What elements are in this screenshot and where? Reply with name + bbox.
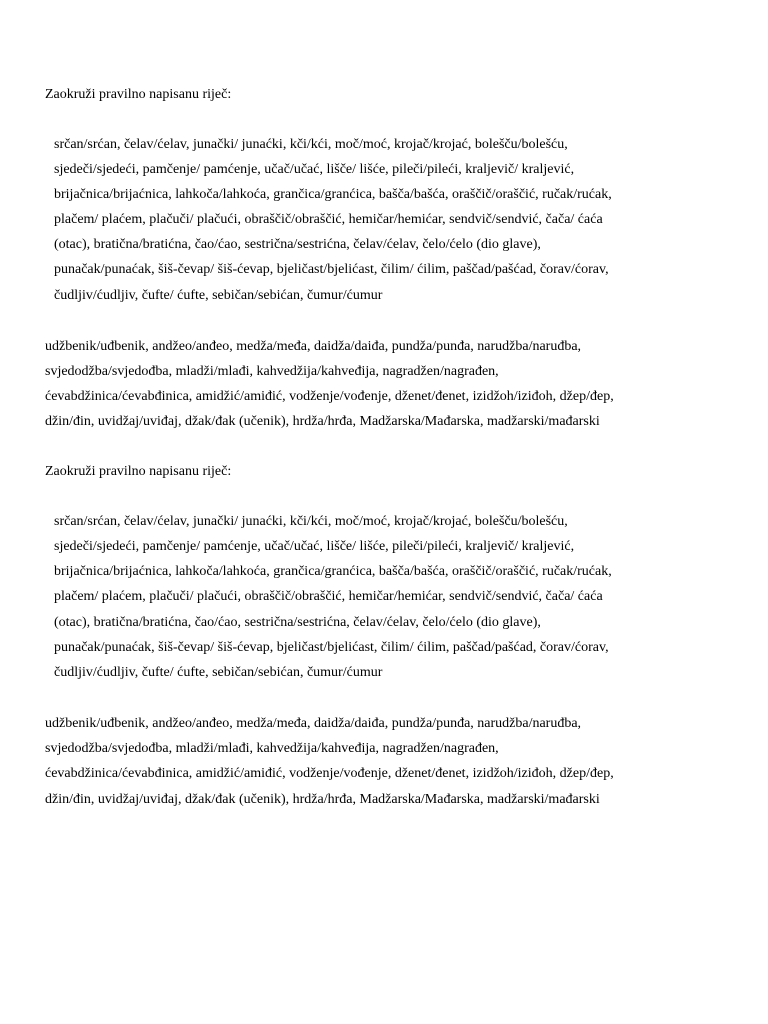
section-1-list-line-7: čudljiv/ćudljiv, čufte/ ćufte, sebičan/sebićan, čumur/ćumur — [54, 288, 383, 303]
section-2-list-line-6: punačak/punaćak, šiš-čevap/ šiš-ćevap, bjeličast/bjelićast, čilim/ ćilim, paščad/pašćad, čorav/ćorav, — [54, 640, 609, 655]
section-1-heading: Zaokruži pravilno napisanu riječ: — [45, 87, 232, 102]
section-1-para-line-1: udžbenik/uđbenik, andžeo/anđeo, medža/međa, daidža/daiđa, pundža/punđa, narudžba/naruđba, — [45, 339, 582, 354]
section-1-list-line-2: sjedeči/sjedeći, pamčenje/ pamćenje, učač/učać, lišče/ lišće, pileči/pileći, kraljevič/ kraljević, — [54, 162, 575, 177]
section-2-para-line-3: ćevabdžinica/ćevabđinica, amidžić/amiđić, vodženje/vođenje, dženet/đenet, izidžoh/iziđoh, džep/đep, — [45, 766, 614, 781]
section-1-list-line-3: brijačnica/brijaćnica, lahkoča/lahkoća, grančica/granćica, bašča/bašća, oraščič/oraščić, ručak/rućak, — [54, 187, 612, 202]
section-1-para-line-2: svjedodžba/svjedođba, mladži/mlađi, kahvedžija/kahveđija, nagradžen/nagrađen, — [45, 364, 499, 379]
section-1-list-line-4: plačem/ plaćem, plačuči/ plačući, obraščič/obraščić, hemičar/hemićar, sendvič/sendvić, čača/ ćaća — [54, 212, 603, 227]
section-2-para-line-2: svjedodžba/svjedođba, mladži/mlađi, kahvedžija/kahveđija, nagradžen/nagrađen, — [45, 741, 499, 756]
section-2-para-line-1: udžbenik/uđbenik, andžeo/anđeo, medža/međa, daidža/daiđa, pundža/punđa, narudžba/naruđba, — [45, 716, 582, 731]
section-1-list-line-6: punačak/punaćak, šiš-čevap/ šiš-ćevap, bjeličast/bjelićast, čilim/ ćilim, paščad/pašćad, čorav/ćorav, — [54, 262, 609, 277]
section-2-list-line-5: (otac), bratična/bratićna, čao/ćao, sestrična/sestrićna, čelav/ćelav, čelo/ćelo (dio glave), — [54, 615, 541, 630]
section-1-para-line-3: ćevabdžinica/ćevabđinica, amidžić/amiđić, vodženje/vođenje, dženet/đenet, izidžoh/iziđoh, džep/đep, — [45, 389, 614, 404]
section-2-list-line-7: čudljiv/ćudljiv, čufte/ ćufte, sebičan/sebićan, čumur/ćumur — [54, 665, 383, 680]
section-1-list-line-5: (otac), bratična/bratićna, čao/ćao, sestrična/sestrićna, čelav/ćelav, čelo/ćelo (dio glave), — [54, 237, 541, 252]
section-2-list-line-2: sjedeči/sjedeći, pamčenje/ pamćenje, učač/učać, lišče/ lišće, pileči/pileći, kraljevič/ kraljević, — [54, 539, 575, 554]
section-2-heading: Zaokruži pravilno napisanu riječ: — [45, 464, 232, 479]
section-2-list-line-4: plačem/ plaćem, plačuči/ plačući, obraščič/obraščić, hemičar/hemićar, sendvič/sendvić, čača/ ćaća — [54, 589, 603, 604]
section-2-para-line-4: džin/đin, uvidžaj/uviđaj, džak/đak (učenik), hrdža/hrđa, Madžarska/Mađarska, madžarski/mađarski — [45, 792, 600, 807]
section-2-list-line-3: brijačnica/brijaćnica, lahkoča/lahkoća, grančica/granćica, bašča/bašća, oraščič/oraščić, ručak/rućak, — [54, 564, 612, 579]
section-1-para-line-4: džin/đin, uvidžaj/uviđaj, džak/đak (učenik), hrdža/hrđa, Madžarska/Mađarska, madžarski/mađarski — [45, 414, 600, 429]
section-1-list-line-1: srčan/srćan, čelav/ćelav, junački/ junaćki, kči/kći, moč/moć, krojač/krojać, bolešču/bolešću, — [54, 137, 568, 152]
section-2-list-line-1: srčan/srćan, čelav/ćelav, junački/ junaćki, kči/kći, moč/moć, krojač/krojać, bolešču/bolešću, — [54, 514, 568, 529]
